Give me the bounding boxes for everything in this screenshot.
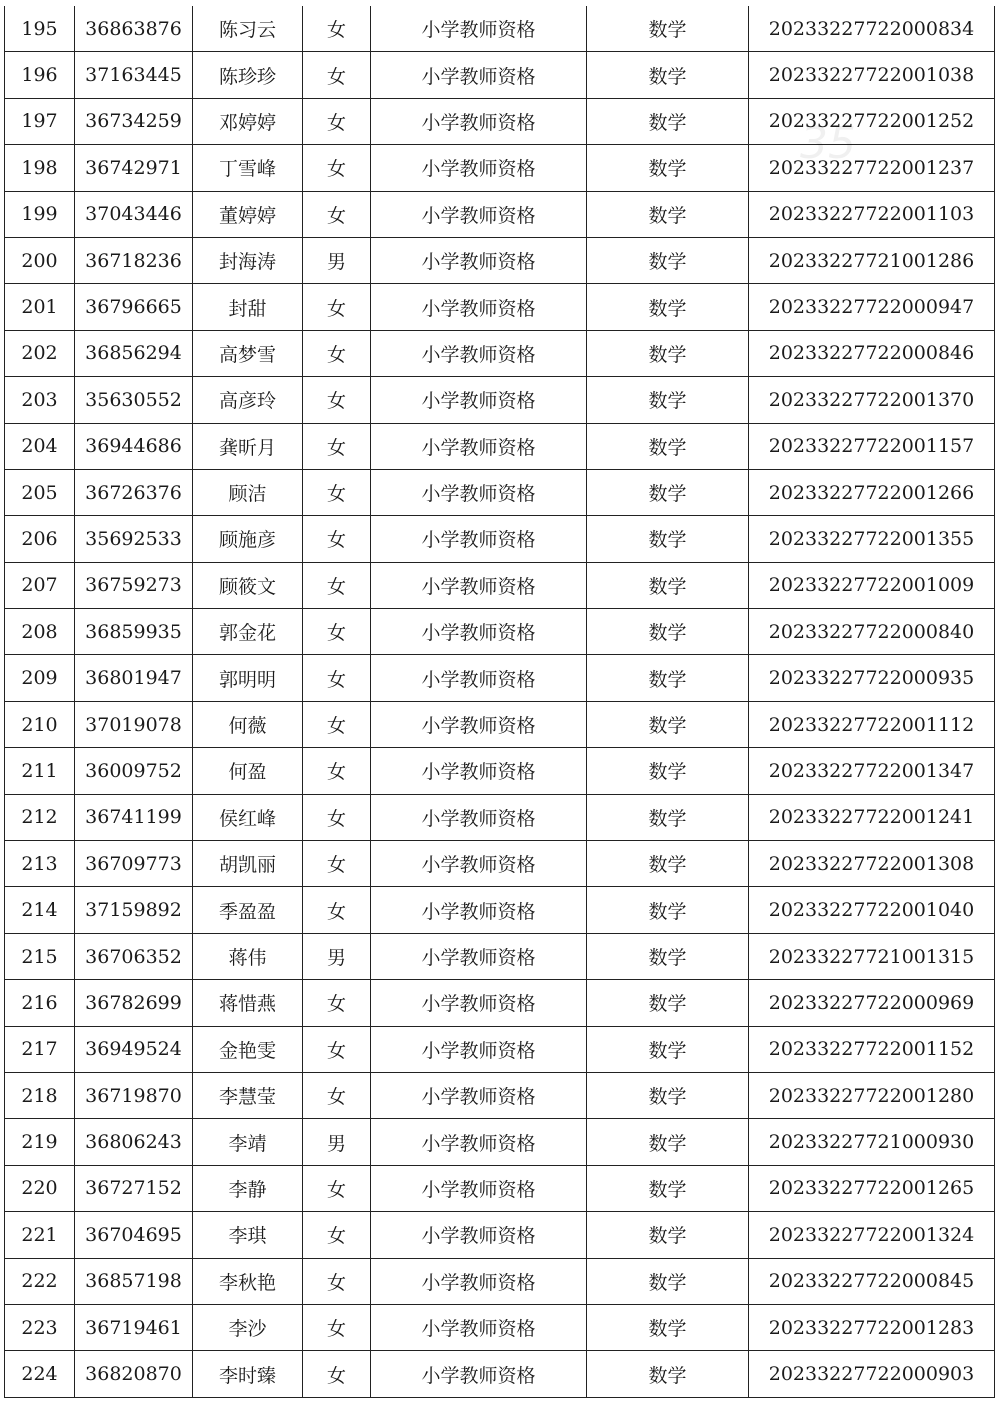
gender-cell: 女 [303,469,371,515]
row-index-cell: 206 [5,516,75,562]
gender-cell: 女 [303,1026,371,1072]
gender-cell: 男 [303,237,371,283]
row-index-cell: 218 [5,1072,75,1118]
row-index-cell: 214 [5,887,75,933]
registration-id-cell: 36796665 [75,284,193,330]
candidate-name-cell: 何薇 [193,701,303,747]
row-index-cell: 217 [5,1026,75,1072]
subject-cell: 数学 [587,655,749,701]
candidate-name-cell: 李沙 [193,1304,303,1350]
gender-cell: 女 [303,284,371,330]
subject-cell: 数学 [587,469,749,515]
candidate-name-cell: 郭明明 [193,655,303,701]
candidate-name-cell: 陈习云 [193,6,303,52]
row-index-cell: 212 [5,794,75,840]
gender-cell: 女 [303,1212,371,1258]
gender-cell: 女 [303,1351,371,1397]
certificate-number-cell: 20233227722001308 [749,841,995,887]
gender-cell: 女 [303,423,371,469]
row-index-cell: 223 [5,1304,75,1350]
registration-id-cell: 36718236 [75,237,193,283]
subject-cell: 数学 [587,330,749,376]
certificate-type-cell: 小学教师资格 [371,52,587,98]
table-row [5,933,995,979]
table-row [5,748,995,794]
registration-id-cell: 36719461 [75,1304,193,1350]
subject-cell: 数学 [587,516,749,562]
table-row [5,1165,995,1211]
gender-cell: 女 [303,1072,371,1118]
subject-cell: 数学 [587,562,749,608]
registration-id-cell: 36820870 [75,1351,193,1397]
registration-id-cell: 36727152 [75,1165,193,1211]
gender-cell: 女 [303,191,371,237]
certificate-type-cell: 小学教师资格 [371,423,587,469]
row-index-cell: 195 [5,6,75,52]
certificate-type-cell: 小学教师资格 [371,980,587,1026]
certificate-type-cell: 小学教师资格 [371,1026,587,1072]
page-watermark: 35 [800,118,856,169]
certificate-number-cell: 20233227722001280 [749,1072,995,1118]
certificate-type-cell: 小学教师资格 [371,887,587,933]
certificate-type-cell: 小学教师资格 [371,191,587,237]
row-index-cell: 203 [5,377,75,423]
table-row [5,6,995,52]
certificate-number-cell: 20233227722001283 [749,1304,995,1350]
row-index-cell: 219 [5,1119,75,1165]
gender-cell: 女 [303,1258,371,1304]
subject-cell: 数学 [587,237,749,283]
registration-id-cell: 37043446 [75,191,193,237]
row-index-cell: 200 [5,237,75,283]
subject-cell: 数学 [587,1212,749,1258]
row-index-cell: 211 [5,748,75,794]
row-index-cell: 208 [5,609,75,655]
certificate-type-cell: 小学教师资格 [371,6,587,52]
registration-id-cell: 36806243 [75,1119,193,1165]
table-row [5,1072,995,1118]
table-row [5,1258,995,1304]
registration-id-cell: 36944686 [75,423,193,469]
row-index-cell: 210 [5,701,75,747]
row-index-cell: 221 [5,1212,75,1258]
gender-cell: 男 [303,933,371,979]
registration-id-cell: 36706352 [75,933,193,979]
certificate-type-cell: 小学教师资格 [371,98,587,144]
candidate-name-cell: 封海涛 [193,237,303,283]
registration-id-cell: 37159892 [75,887,193,933]
gender-cell: 女 [303,980,371,1026]
candidate-name-cell: 顾洁 [193,469,303,515]
subject-cell: 数学 [587,933,749,979]
table-row [5,1351,995,1397]
row-index-cell: 209 [5,655,75,701]
candidate-name-cell: 封甜 [193,284,303,330]
certificate-number-cell: 20233227722000947 [749,284,995,330]
row-index-cell: 224 [5,1351,75,1397]
gender-cell: 女 [303,887,371,933]
candidate-name-cell: 丁雪峰 [193,145,303,191]
certificate-type-cell: 小学教师资格 [371,655,587,701]
certificate-number-cell: 20233227722001152 [749,1026,995,1072]
subject-cell: 数学 [587,145,749,191]
certificate-number-cell: 20233227722001355 [749,516,995,562]
certificate-number-cell: 20233227722000834 [749,6,995,52]
gender-cell: 女 [303,655,371,701]
subject-cell: 数学 [587,1119,749,1165]
candidate-name-cell: 李慧莹 [193,1072,303,1118]
certificate-type-cell: 小学教师资格 [371,841,587,887]
certificate-type-cell: 小学教师资格 [371,701,587,747]
certificate-number-cell: 20233227722001266 [749,469,995,515]
gender-cell: 女 [303,701,371,747]
certificate-type-cell: 小学教师资格 [371,377,587,423]
candidate-name-cell: 蒋伟 [193,933,303,979]
certificate-number-cell: 20233227722001103 [749,191,995,237]
gender-cell: 女 [303,145,371,191]
certificate-type-cell: 小学教师资格 [371,1258,587,1304]
certificate-number-cell: 20233227722001038 [749,52,995,98]
candidate-name-cell: 何盈 [193,748,303,794]
candidate-name-cell: 李时臻 [193,1351,303,1397]
table-row [5,330,995,376]
certificate-type-cell: 小学教师资格 [371,1165,587,1211]
candidate-name-cell: 季盈盈 [193,887,303,933]
certificate-number-cell: 20233227722001252 [749,98,995,144]
row-index-cell: 201 [5,284,75,330]
candidate-table [4,6,995,1398]
subject-cell: 数学 [587,1026,749,1072]
table-row [5,562,995,608]
row-index-cell: 197 [5,98,75,144]
gender-cell: 女 [303,52,371,98]
registration-id-cell: 36741199 [75,794,193,840]
registration-id-cell: 36734259 [75,98,193,144]
table-row [5,191,995,237]
subject-cell: 数学 [587,52,749,98]
subject-cell: 数学 [587,284,749,330]
registration-id-cell: 36709773 [75,841,193,887]
gender-cell: 女 [303,377,371,423]
certificate-number-cell: 20233227721001315 [749,933,995,979]
certificate-type-cell: 小学教师资格 [371,516,587,562]
certificate-number-cell: 20233227722000903 [749,1351,995,1397]
row-index-cell: 199 [5,191,75,237]
table-body [5,6,995,1397]
subject-cell: 数学 [587,423,749,469]
row-index-cell: 196 [5,52,75,98]
certificate-number-cell: 20233227722000935 [749,655,995,701]
subject-cell: 数学 [587,98,749,144]
row-index-cell: 213 [5,841,75,887]
table-row [5,98,995,144]
table-row [5,701,995,747]
certificate-number-cell: 20233227722000845 [749,1258,995,1304]
candidate-name-cell: 郭金花 [193,609,303,655]
table-row [5,609,995,655]
certificate-type-cell: 小学教师资格 [371,1351,587,1397]
candidate-name-cell: 侯红峰 [193,794,303,840]
certificate-type-cell: 小学教师资格 [371,1072,587,1118]
subject-cell: 数学 [587,377,749,423]
candidate-name-cell: 龚昕月 [193,423,303,469]
table-row [5,1212,995,1258]
certificate-number-cell: 20233227721000930 [749,1119,995,1165]
gender-cell: 女 [303,794,371,840]
subject-cell: 数学 [587,1258,749,1304]
table-row [5,469,995,515]
row-index-cell: 204 [5,423,75,469]
registration-id-cell: 36782699 [75,980,193,1026]
subject-cell: 数学 [587,609,749,655]
gender-cell: 女 [303,6,371,52]
subject-cell: 数学 [587,748,749,794]
subject-cell: 数学 [587,191,749,237]
subject-cell: 数学 [587,1165,749,1211]
subject-cell: 数学 [587,6,749,52]
registration-id-cell: 36801947 [75,655,193,701]
certificate-number-cell: 20233227722000969 [749,980,995,1026]
registration-id-cell: 36857198 [75,1258,193,1304]
certificate-number-cell: 20233227722001347 [749,748,995,794]
candidate-name-cell: 邓婷婷 [193,98,303,144]
candidate-name-cell: 李靖 [193,1119,303,1165]
registration-id-cell: 36949524 [75,1026,193,1072]
table-row [5,794,995,840]
subject-cell: 数学 [587,794,749,840]
table-row [5,423,995,469]
certificate-number-cell: 20233227722001265 [749,1165,995,1211]
row-index-cell: 202 [5,330,75,376]
table-row [5,145,995,191]
subject-cell: 数学 [587,887,749,933]
table-row [5,980,995,1026]
certificate-type-cell: 小学教师资格 [371,330,587,376]
certificate-number-cell: 20233227722001112 [749,701,995,747]
subject-cell: 数学 [587,1351,749,1397]
gender-cell: 女 [303,748,371,794]
row-index-cell: 220 [5,1165,75,1211]
certificate-number-cell: 20233227722001370 [749,377,995,423]
registration-id-cell: 37163445 [75,52,193,98]
candidate-name-cell: 董婷婷 [193,191,303,237]
registration-id-cell: 36704695 [75,1212,193,1258]
registration-id-cell: 36742971 [75,145,193,191]
candidate-name-cell: 高彦玲 [193,377,303,423]
certificate-type-cell: 小学教师资格 [371,237,587,283]
registration-id-cell: 36759273 [75,562,193,608]
candidate-name-cell: 李秋艳 [193,1258,303,1304]
certificate-type-cell: 小学教师资格 [371,1119,587,1165]
certificate-type-cell: 小学教师资格 [371,933,587,979]
gender-cell: 女 [303,330,371,376]
certificate-type-cell: 小学教师资格 [371,748,587,794]
registration-id-cell: 35630552 [75,377,193,423]
certificate-number-cell: 20233227722001237 [749,145,995,191]
subject-cell: 数学 [587,980,749,1026]
certificate-number-cell: 20233227722001157 [749,423,995,469]
certificate-number-cell: 20233227722000846 [749,330,995,376]
row-index-cell: 205 [5,469,75,515]
registration-id-cell: 36856294 [75,330,193,376]
certificate-type-cell: 小学教师资格 [371,609,587,655]
certificate-number-cell: 20233227722001324 [749,1212,995,1258]
registration-id-cell: 36009752 [75,748,193,794]
registration-id-cell: 36719870 [75,1072,193,1118]
row-index-cell: 222 [5,1258,75,1304]
candidate-name-cell: 高梦雪 [193,330,303,376]
document-page [4,6,994,1398]
candidate-name-cell: 金艳雯 [193,1026,303,1072]
certificate-number-cell: 20233227722001241 [749,794,995,840]
certificate-number-cell: 20233227722001009 [749,562,995,608]
gender-cell: 女 [303,1165,371,1211]
gender-cell: 女 [303,98,371,144]
table-row [5,237,995,283]
candidate-name-cell: 李琪 [193,1212,303,1258]
gender-cell: 女 [303,841,371,887]
table-row [5,377,995,423]
subject-cell: 数学 [587,701,749,747]
row-index-cell: 216 [5,980,75,1026]
table-row [5,841,995,887]
gender-cell: 女 [303,1304,371,1350]
registration-id-cell: 36726376 [75,469,193,515]
table-row [5,655,995,701]
row-index-cell: 207 [5,562,75,608]
registration-id-cell: 36859935 [75,609,193,655]
candidate-name-cell: 李静 [193,1165,303,1211]
table-row [5,1026,995,1072]
certificate-number-cell: 20233227722001040 [749,887,995,933]
gender-cell: 女 [303,516,371,562]
candidate-name-cell: 胡凯丽 [193,841,303,887]
gender-cell: 女 [303,609,371,655]
registration-id-cell: 36863876 [75,6,193,52]
table-row [5,52,995,98]
registration-id-cell: 37019078 [75,701,193,747]
certificate-type-cell: 小学教师资格 [371,284,587,330]
certificate-type-cell: 小学教师资格 [371,794,587,840]
table-row [5,1304,995,1350]
gender-cell: 女 [303,562,371,608]
certificate-number-cell: 20233227721001286 [749,237,995,283]
subject-cell: 数学 [587,1304,749,1350]
registration-id-cell: 35692533 [75,516,193,562]
candidate-name-cell: 顾施彦 [193,516,303,562]
subject-cell: 数学 [587,1072,749,1118]
certificate-number-cell: 20233227722000840 [749,609,995,655]
table-row [5,887,995,933]
row-index-cell: 215 [5,933,75,979]
table-row [5,516,995,562]
certificate-type-cell: 小学教师资格 [371,145,587,191]
candidate-name-cell: 陈珍珍 [193,52,303,98]
row-index-cell: 198 [5,145,75,191]
certificate-type-cell: 小学教师资格 [371,1212,587,1258]
table-row [5,284,995,330]
certificate-type-cell: 小学教师资格 [371,469,587,515]
gender-cell: 男 [303,1119,371,1165]
candidate-name-cell: 蒋惜燕 [193,980,303,1026]
certificate-type-cell: 小学教师资格 [371,562,587,608]
subject-cell: 数学 [587,841,749,887]
table-row [5,1119,995,1165]
certificate-type-cell: 小学教师资格 [371,1304,587,1350]
candidate-name-cell: 顾筱文 [193,562,303,608]
